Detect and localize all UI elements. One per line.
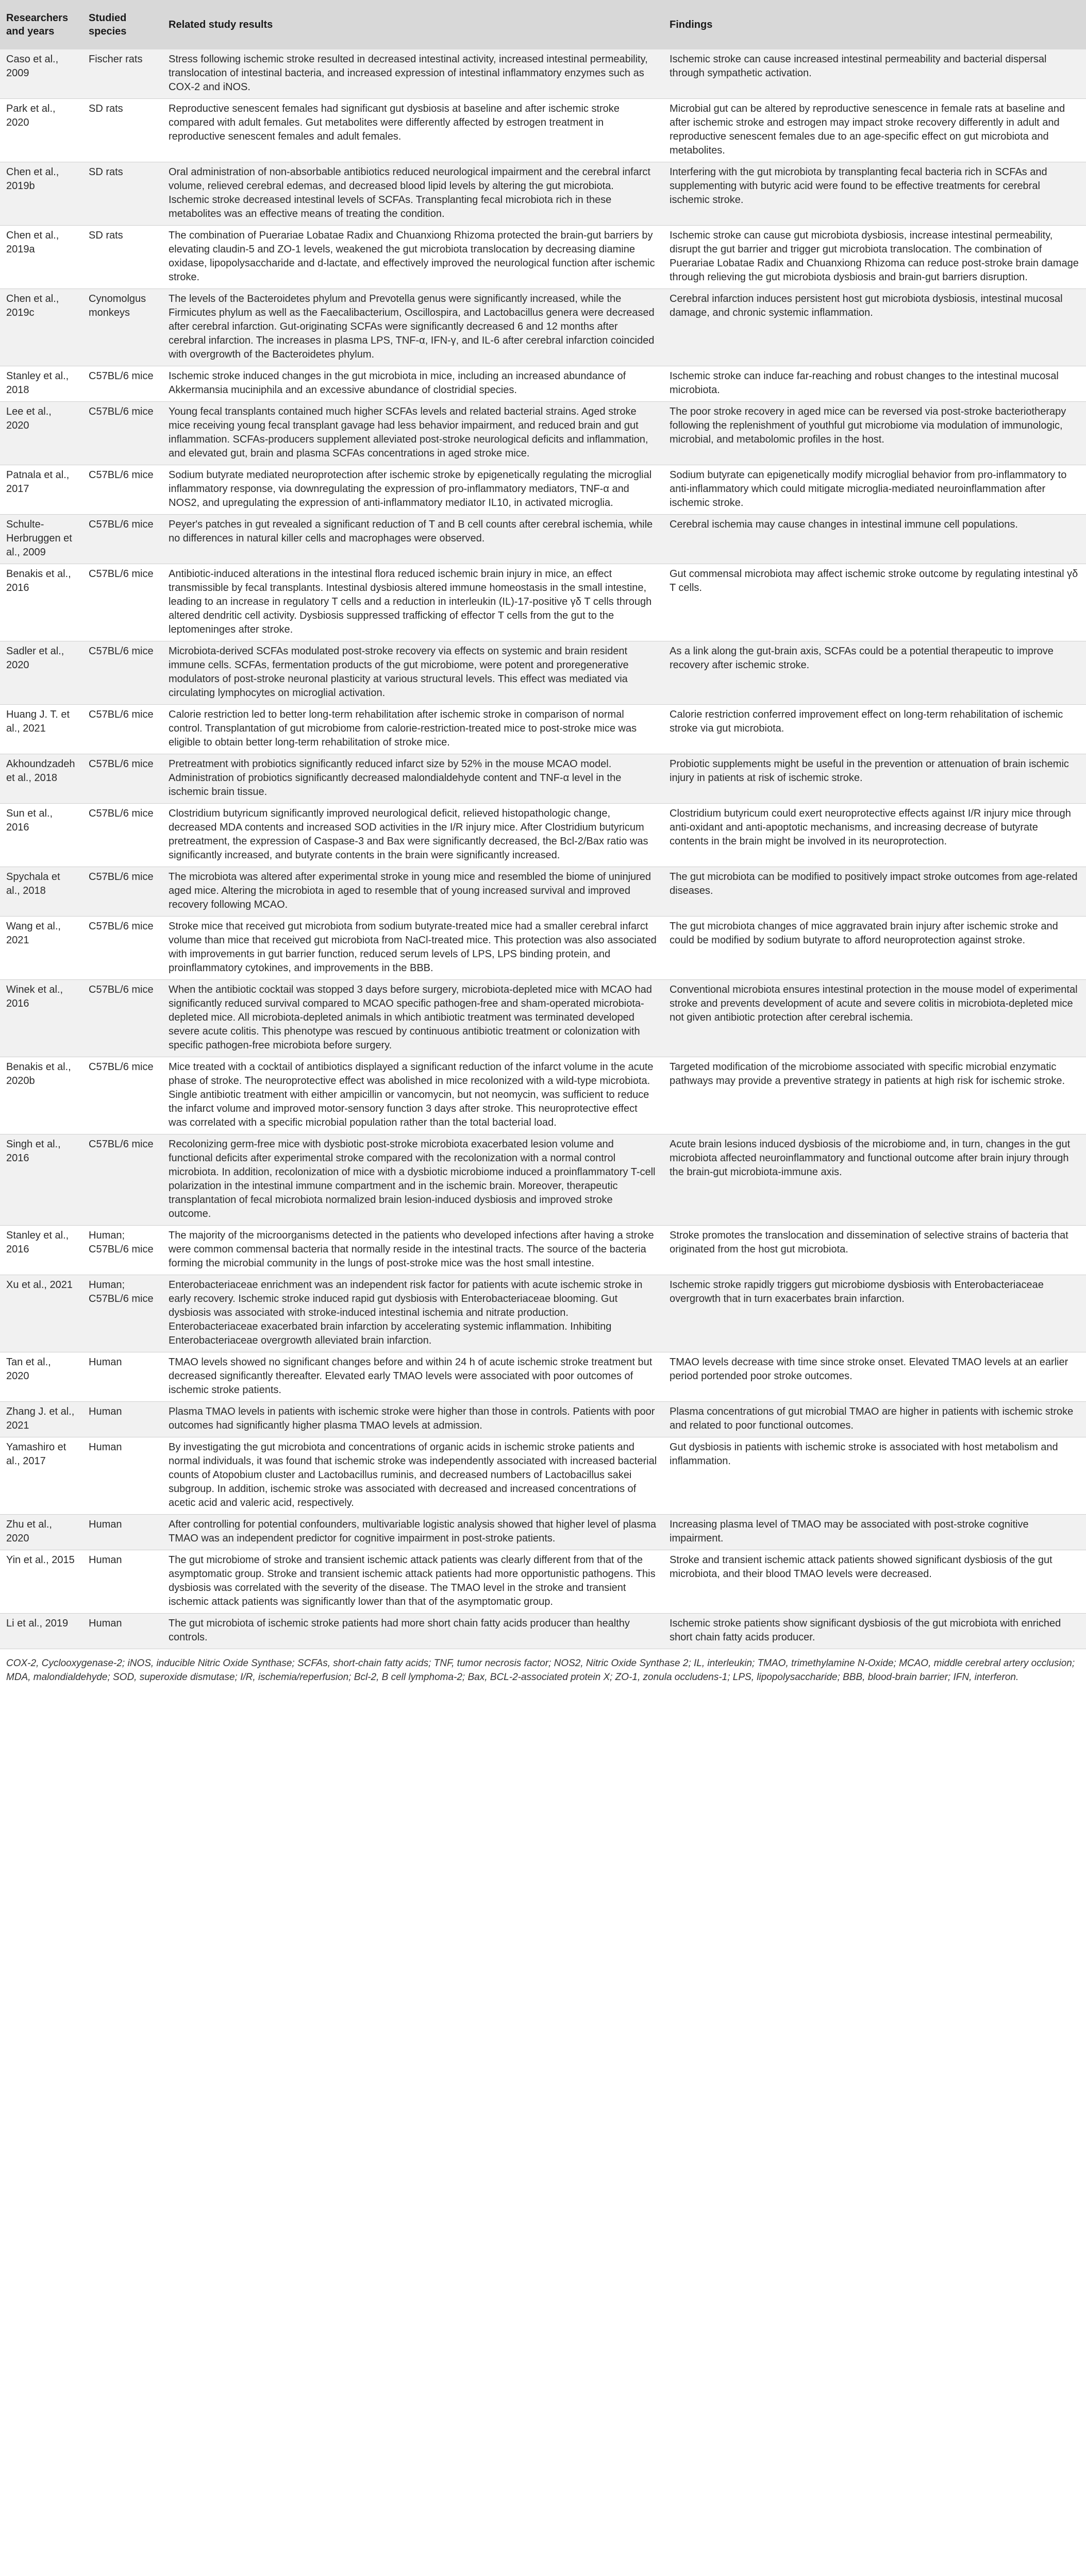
table-row xyxy=(0,402,1086,465)
species-cell: SD rats xyxy=(89,166,123,178)
findings-cell: Cerebral infarction induces persistent host gut microbiota dysbiosis, intestinal mucosal damage, and chronic systemic inflammation. xyxy=(670,293,1063,318)
researchers-cell: Stanley et al., 2016 xyxy=(6,1230,69,1255)
species-cell: Human xyxy=(89,1406,122,1417)
findings-cell: The gut microbiota can be modified to positively impact stroke outcomes from age-related diseases. xyxy=(670,871,1078,896)
table-row xyxy=(0,226,1086,289)
table-row xyxy=(0,162,1086,226)
table-body xyxy=(0,49,1086,1649)
table-row xyxy=(0,804,1086,867)
findings-cell: Sodium butyrate can epigenetically modify microglial behavior from pro-inflammatory to anti-inflammatory which could mitigate microglia-mediated neuroinflammation after ischemic stroke. xyxy=(670,469,1067,509)
findings-cell: Interfering with the gut microbiota by transplanting fecal bacteria rich in SCFAs and supplementing with butyric acid were found to be effective treatments for cerebral ischemic stroke. xyxy=(670,166,1047,206)
results-cell: Peyer's patches in gut revealed a significant reduction of T and B cell counts after cerebral ischemia, while no differences in natural killer cells and macrophages were observed. xyxy=(169,519,653,544)
species-cell: C57BL/6 mice xyxy=(89,568,154,580)
table-row xyxy=(0,49,1086,99)
table-row xyxy=(0,641,1086,705)
species-cell: C57BL/6 mice xyxy=(89,709,154,720)
results-cell: Calorie restriction led to better long-term rehabilitation after ischemic stroke in comparison of normal control. Transplantation of gut microbiome from calorie-restriction-treated mice to post-stroke mice was eligible to obtain better long-term rehabilitation of stroke mice. xyxy=(169,709,637,748)
table-row xyxy=(0,515,1086,564)
table-row xyxy=(0,289,1086,366)
researchers-cell: Xu et al., 2021 xyxy=(6,1279,73,1291)
results-cell: By investigating the gut microbiota and concentrations of organic acids in ischemic stroke patients and normal individuals, it was found that ischemic stroke was independently associated with increased bacterial counts of Atopobium cluster and Lactobacillus ruminis, and decreased numbers of Lactobacillus sakei subgroup. In addition, ischemic stroke was associated with decreased and increased concentrations of acetic acid and valeric acid, respectively. xyxy=(169,1442,657,1509)
table-row xyxy=(0,366,1086,402)
species-cell: C57BL/6 mice xyxy=(89,1139,154,1150)
species-cell: C57BL/6 mice xyxy=(89,758,154,770)
findings-cell: Conventional microbiota ensures intestinal protection in the mouse model of experimental stroke and prevents development of acute and severe colitis in microbiota-depleted mice not given antibiotic protection after cerebral ischemia. xyxy=(670,984,1078,1023)
researchers-cell: Huang J. T. et al., 2021 xyxy=(6,709,70,734)
results-cell: Mice treated with a cocktail of antibiotics displayed a significant reduction of the infarct volume in the acute phase of stroke. The neuroprotective effect was abolished in mice recolonized with a wild-type microbiota. Single antibiotic treatment with either ampicillin or vancomycin, but not neomycin, was sufficient to reduce the infarct volume and improved motor-sensory function 3 days after stroke. This neuroprotective effect was correlated with a specific microbial population rather than the total bacterial load. xyxy=(169,1061,654,1128)
researchers-cell: Sun et al., 2016 xyxy=(6,808,53,833)
header-row xyxy=(0,0,1086,49)
species-cell: Cynomolgus monkeys xyxy=(89,293,146,318)
table-row xyxy=(0,1275,1086,1352)
researchers-cell: Benakis et al., 2020b xyxy=(6,1061,71,1087)
table-row xyxy=(0,1402,1086,1437)
researchers-cell: Spychala et al., 2018 xyxy=(6,871,60,896)
researchers-cell: Li et al., 2019 xyxy=(6,1618,69,1629)
researchers-cell: Yamashiro et al., 2017 xyxy=(6,1442,66,1467)
results-cell: Microbiota-derived SCFAs modulated post-stroke recovery via effects on systemic and brain resident immune cells. SCFAs, fermentation products of the gut microbiome, were potent and proregenerative modulators of post-stroke neuronal plasticity at various structural levels. This effect was mediated via circulating lymphocytes on microglial activation. xyxy=(169,646,629,699)
results-cell: Stroke mice that received gut microbiota from sodium butyrate-treated mice had a smaller cerebral infarct volume than mice that received gut microbiota from NaCl-treated mice. This protection was also associated with improvements in gut barrier function, reduced serum levels of LPS, LPS binding protein, and proinflammatory cytokines, and improvements in the BBB. xyxy=(169,921,657,974)
table-row xyxy=(0,1352,1086,1402)
findings-cell: Stroke promotes the translocation and dissemination of selective strains of bacteria that originated from the host gut microbiota. xyxy=(670,1230,1068,1255)
results-cell: Antibiotic-induced alterations in the intestinal flora reduced ischemic brain injury in mice, an effect transmissible by fecal transplants. Intestinal dysbiosis altered immune homeostasis in the small intestine, leading to an increase in regulatory T cells and a reduction in interleukin (IL)-17-positive γδ T cells through altered dendritic cell activity. Dysbiosis suppressed trafficking of effector T cells from the gut to the leptomeninges after stroke. xyxy=(169,568,652,635)
species-cell: C57BL/6 mice xyxy=(89,984,154,995)
header-results: Related study results xyxy=(169,19,273,30)
table-row xyxy=(0,1437,1086,1515)
results-cell: Reproductive senescent females had significant gut dysbiosis at baseline and after ischemic stroke compared with adult females. Gut metabolites were differently affected by estrogen treatment in reproductive senescent females and adult females. xyxy=(169,103,620,142)
table-row xyxy=(0,1226,1086,1275)
table-row xyxy=(0,980,1086,1057)
results-cell: Young fecal transplants contained much higher SCFAs levels and related bacterial strains. Aged stroke mice receiving young fecal transplant gavage had less behavior impairment, and reduced brain and gut inflammation. SCFAs-producers supplement alleviated post-stroke neurological deficits and inflammation, and elevated gut, brain and plasma SCFAs concentrations in aged stroke mice. xyxy=(169,406,648,459)
findings-cell: Stroke and transient ischemic attack patients showed significant dysbiosis of the gut microbiota, and their blood TMAO levels were decreased. xyxy=(670,1554,1052,1580)
table-footnote: COX-2, Cyclooxygenase-2; iNOS, inducible Nitric Oxide Synthase; SCFAs, short-chain fatty acids; TNF, tumor necrosis factor; NOS2, Nitric Oxide Synthase 2; IL, interleukin; TMAO, trimethylamine N-Oxide; MCAO, middle cerebral artery occlusion; MDA, malondialdehyde; SOD, superoxide dismutase; I/R, ischemia/reperfusion; Bcl-2, B cell lymphoma-2; Bax, BCL-2-associated protein X; ZO-1, zonula occludens-1; LPS, lipopolysaccharide; BBB, blood-brain barrier; IFN, interferon. xyxy=(6,1658,1075,1683)
researchers-cell: Sadler et al., 2020 xyxy=(6,646,64,671)
results-cell: The levels of the Bacteroidetes phylum and Prevotella genus were significantly increased, while the Firmicutes phylum as well as the Faecalibacterium, Oscillospira, and Lactobacillus genera were decreased after cerebral infarction. Gut-originating SCFAs were significantly decreased 6 and 12 months after cerebral infarction. The increases in plasma LPS, TNF-α, IFN-γ, and IL-6 after cerebral infarction coincided with overgrowth of the Bacteroidetes phylum. xyxy=(169,293,655,360)
researchers-cell: Patnala et al., 2017 xyxy=(6,469,70,495)
findings-cell: Ischemic stroke can induce far-reaching and robust changes to the intestinal mucosal microbiota. xyxy=(670,370,1059,396)
species-cell: C57BL/6 mice xyxy=(89,646,154,657)
researchers-cell: Winek et al., 2016 xyxy=(6,984,63,1009)
table-row xyxy=(0,754,1086,804)
table-row xyxy=(0,705,1086,754)
results-cell: Clostridium butyricum significantly improved neurological deficit, relieved histopathologic change, decreased MDA contents and increased SOD activities in the I/R injury mice. After Clostridium butyricum pretreatment, the expression of Caspase-3 and Bax were significantly decreased, the Bcl-2/Bax ratio was significantly increased, and butyrate contents in the brain were significantly increased. xyxy=(169,808,648,861)
results-cell: Ischemic stroke induced changes in the gut microbiota in mice, including an increased abundance of Akkermansia muciniphila and an excessive abundance of clostridial species. xyxy=(169,370,626,396)
species-cell: C57BL/6 mice xyxy=(89,519,154,530)
results-cell: The microbiota was altered after experimental stroke in young mice and resembled the biome of uninjured aged mice. Altering the microbiota in aged to resemble that of young increased survival and improved recovery following MCAO. xyxy=(169,871,651,910)
findings-cell: Plasma concentrations of gut microbial TMAO are higher in patients with ischemic stroke and related to poor functional outcomes. xyxy=(670,1406,1074,1431)
researchers-cell: Caso et al., 2009 xyxy=(6,54,59,79)
researchers-cell: Chen et al., 2019b xyxy=(6,166,59,192)
species-cell: C57BL/6 mice xyxy=(89,871,154,883)
results-cell: After controlling for potential confounders, multivariable logistic analysis showed that higher level of plasma TMAO was an independent predictor for cognitive impairment in post-stroke patients. xyxy=(169,1519,657,1544)
researchers-cell: Singh et al., 2016 xyxy=(6,1139,61,1164)
results-cell: Plasma TMAO levels in patients with ischemic stroke were higher than those in controls. Patients with poor outcomes had significantly higher plasma TMAO levels at admission. xyxy=(169,1406,655,1431)
species-cell: Human; C57BL/6 mice xyxy=(89,1230,154,1255)
species-cell: Human xyxy=(89,1357,122,1368)
table-row xyxy=(0,465,1086,515)
researchers-cell: Schulte-Herbruggen et al., 2009 xyxy=(6,519,72,558)
researchers-cell: Akhoundzadeh et al., 2018 xyxy=(6,758,75,784)
header-findings: Findings xyxy=(670,19,713,30)
findings-cell: Gut commensal microbiota may affect ischemic stroke outcome by regulating intestinal γδ T cells. xyxy=(670,568,1078,594)
findings-cell: Gut dysbiosis in patients with ischemic stroke is associated with host metabolism and inflammation. xyxy=(670,1442,1058,1467)
species-cell: Human; C57BL/6 mice xyxy=(89,1279,154,1304)
table-header xyxy=(0,0,1086,49)
table-row xyxy=(0,917,1086,980)
results-cell: Enterobacteriaceae enrichment was an independent risk factor for patients with acute ischemic stroke in early recovery. Ischemic stroke induced rapid gut dysbiosis with Enterobacteriaceae blooming. Gut dysbiosis was associated with stroke-induced intestinal ischemia and nitrate production. Enterobacteriaceae exacerbated brain infarction by accelerating systemic inflammation. Inhibiting Enterobacteriaceae overgrowth alleviated brain infarction. xyxy=(169,1279,643,1346)
findings-cell: Probiotic supplements might be useful in the prevention or attenuation of brain ischemic injury in patients at risk of ischemic stroke. xyxy=(670,758,1069,784)
findings-cell: The poor stroke recovery in aged mice can be reversed via post-stroke bacteriotherapy following the replenishment of youthful gut microbiome via modulation of immunologic, microbial, and metabolomic profiles in the host. xyxy=(670,406,1066,445)
table-row xyxy=(0,1057,1086,1134)
results-cell: The gut microbiome of stroke and transient ischemic attack patients was clearly different from that of the asymptomatic group. Stroke and transient ischemic attack patients had more opportunistic pathogens. This dysbiosis was correlated with the severity of the disease. The TMAO level in the stroke and transient ischemic attack patients was significantly lower than that of the asymptomatic group. xyxy=(169,1554,656,1607)
table-row xyxy=(0,1134,1086,1226)
results-cell: Sodium butyrate mediated neuroprotection after ischemic stroke by epigenetically regulating the microglial inflammatory response, via downregulating the expression of pro-inflammatory mediators, TNF-α and NOS2, and upregulating the expression of anti-inflammatory mediator IL10, in activated microglia. xyxy=(169,469,652,509)
researchers-cell: Benakis et al., 2016 xyxy=(6,568,71,594)
researchers-cell: Chen et al., 2019c xyxy=(6,293,59,318)
results-cell: The majority of the microorganisms detected in the patients who developed infections after having a stroke were common commensal bacteria that normally reside in the intestinal tracts. The source of the bacteria forming the microbial community in the lungs of post-stroke mice was the host small intestine. xyxy=(169,1230,654,1269)
researchers-cell: Zhu et al., 2020 xyxy=(6,1519,52,1544)
species-cell: C57BL/6 mice xyxy=(89,469,154,481)
findings-cell: Ischemic stroke patients show significant dysbiosis of the gut microbiota with enriched short chain fatty acids producer. xyxy=(670,1618,1061,1643)
species-cell: Human xyxy=(89,1519,122,1530)
findings-cell: Acute brain lesions induced dysbiosis of the microbiome and, in turn, changes in the gut microbiota affected neuroinflammatory and functional outcome after brain injury through the brain-gut microbiota-immune axis. xyxy=(670,1139,1071,1178)
findings-cell: Calorie restriction conferred improvement effect on long-term rehabilitation of ischemic stroke via gut microbiota. xyxy=(670,709,1063,734)
findings-cell: Microbial gut can be altered by reproductive senescence in female rats at baseline and after ischemic stroke and estrogen may impact stroke recovery differently in adult and reproductive senescent females due to an age-specific effect on gut microbiota and metabolites. xyxy=(670,103,1065,156)
species-cell: Human xyxy=(89,1554,122,1566)
results-cell: Recolonizing germ-free mice with dysbiotic post-stroke microbiota exacerbated lesion volume and functional deficits after experimental stroke compared with the recolonization with a normal control microbiota. In addition, recolonization of mice with a dysbiotic microbiome induced a proinflammatory T-cell polarization in the intestinal immune compartment and in the ischemic brain. Moreover, therapeutic transplantation of fecal microbiota normalized brain lesion-induced dysbiosis and improved stroke outcome. xyxy=(169,1139,656,1219)
species-cell: C57BL/6 mice xyxy=(89,406,154,417)
researchers-cell: Stanley et al., 2018 xyxy=(6,370,69,396)
researchers-cell: Chen et al., 2019a xyxy=(6,230,59,255)
findings-cell: Ischemic stroke rapidly triggers gut microbiome dysbiosis with Enterobacteriaceae overgrowth that in turn exacerbates brain infarction. xyxy=(670,1279,1044,1304)
species-cell: SD rats xyxy=(89,230,123,241)
results-cell: Oral administration of non-absorbable antibiotics reduced neurological impairment and the cerebral infarct volume, relieved cerebral edemas, and decreased blood lipid levels by altering the gut microbiota. Ischemic stroke decreased intestinal levels of SCFAs. Transplanting fecal microbiota rich in these metabolites was an effective means of treating the condition. xyxy=(169,166,650,219)
researchers-cell: Lee et al., 2020 xyxy=(6,406,52,431)
table-row xyxy=(0,867,1086,917)
results-cell: The gut microbiota of ischemic stroke patients had more short chain fatty acids producer than healthy controls. xyxy=(169,1618,630,1643)
findings-cell: Targeted modification of the microbiome associated with specific microbial enzymatic pathways may provide a preventive strategy in patients at high risk for ischemic stroke. xyxy=(670,1061,1065,1087)
findings-cell: TMAO levels decrease with time since stroke onset. Elevated TMAO levels at an earlier period portended poor stroke outcomes. xyxy=(670,1357,1068,1382)
researchers-cell: Tan et al., 2020 xyxy=(6,1357,51,1382)
species-cell: Human xyxy=(89,1442,122,1453)
findings-cell: The gut microbiota changes of mice aggravated brain injury after ischemic stroke and could be modified by sodium butyrate to afford neuroprotection against stroke. xyxy=(670,921,1058,946)
results-cell: Pretreatment with probiotics significantly reduced infarct size by 52% in the mouse MCAO model. Administration of probiotics significantly decreased malondialdehyde content and TNF-α level in the ischemic brain tissue. xyxy=(169,758,622,798)
header-species: Studied species xyxy=(89,12,127,37)
findings-cell: Increasing plasma level of TMAO may be associated with post-stroke cognitive impairment. xyxy=(670,1519,1029,1544)
species-cell: C57BL/6 mice xyxy=(89,370,154,382)
researchers-cell: Yin et al., 2015 xyxy=(6,1554,75,1566)
species-cell: Human xyxy=(89,1618,122,1629)
species-cell: C57BL/6 mice xyxy=(89,921,154,932)
table-row xyxy=(0,1550,1086,1614)
researchers-cell: Wang et al., 2021 xyxy=(6,921,61,946)
table-row xyxy=(0,99,1086,162)
table-row xyxy=(0,564,1086,641)
table-row xyxy=(0,1515,1086,1550)
findings-cell: Cerebral ischemia may cause changes in intestinal immune cell populations. xyxy=(670,519,1018,530)
species-cell: C57BL/6 mice xyxy=(89,808,154,819)
findings-cell: Ischemic stroke can cause increased intestinal permeability and bacterial dispersal through sympathetic activation. xyxy=(670,54,1047,79)
findings-cell: Ischemic stroke can cause gut microbiota dysbiosis, increase intestinal permeability, disrupt the gut barrier and trigger gut microbiota translocation. The combination of Puerariae Lobatae Radix and Chuanxiong Rhizoma can reduce post-stroke brain damage through relieving the gut microbiota dysbiosis and brain-gut barriers disruption. xyxy=(670,230,1079,283)
results-cell: TMAO levels showed no significant changes before and within 24 h of acute ischemic stroke treatment but decreased significantly thereafter. Elevated early TMAO levels were associated with poor outcomes of ischemic stroke patients. xyxy=(169,1357,653,1396)
species-cell: C57BL/6 mice xyxy=(89,1061,154,1073)
results-cell: Stress following ischemic stroke resulted in decreased intestinal activity, increased intestinal permeability, translocation of intestinal bacteria, and increased expression of intestinal inflammatory enzymes such as COX-2 and iNOS. xyxy=(169,54,648,93)
results-cell: The combination of Puerariae Lobatae Radix and Chuanxiong Rhizoma protected the brain-gut barriers by elevating claudin-5 and ZO-1 levels, weakened the gut microbiota translocation by decreasing diamine oxidase, lipopolysaccharide and d-lactate, and effectively improved the neurological function after ischemic stroke. xyxy=(169,230,655,283)
researchers-cell: Park et al., 2020 xyxy=(6,103,56,128)
findings-cell: As a link along the gut-brain axis, SCFAs could be a potential therapeutic to improve recovery after ischemic stroke. xyxy=(670,646,1054,671)
table-row xyxy=(0,1614,1086,1649)
researchers-cell: Zhang J. et al., 2021 xyxy=(6,1406,75,1431)
species-cell: SD rats xyxy=(89,103,123,114)
results-cell: When the antibiotic cocktail was stopped 3 days before surgery, microbiota-depleted mice with MCAO had significantly reduced survival compared to MCAO specific pathogen-free and sham-operated microbiota-depleted mice. All microbiota-depleted animals in which antibiotic treatment was terminated developed severe acute colitis. This phenotype was rescued by continuous antibiotic treatment or colonization with specific pathogen-free microbiota before surgery. xyxy=(169,984,652,1051)
header-researchers: Researchers and years xyxy=(6,12,69,37)
findings-cell: Clostridium butyricum could exert neuroprotective effects against I/R injury mice through anti-oxidant and anti-apoptotic mechanisms, and increasing decrease of butyrate contents in the brain might be involved in its neuroprotection. xyxy=(670,808,1071,847)
species-cell: Fischer rats xyxy=(89,54,143,65)
